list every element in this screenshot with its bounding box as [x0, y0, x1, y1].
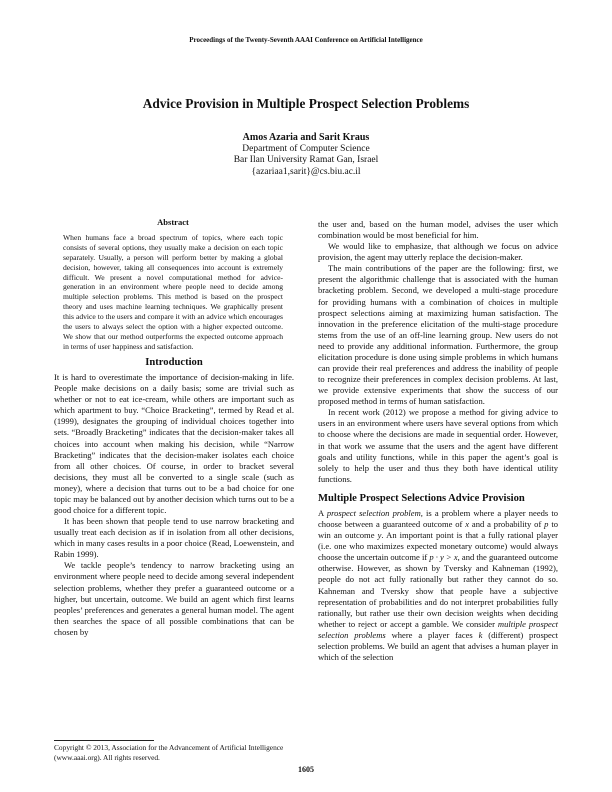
section-paragraph: A prospect selection problem, is a problem where a player needs to choose between a guaranteed outcome of x and a probability of p to win an outcome y. An important point is that a fully rational player (i.e. one who maximizes expected monetary outcome) would always choose the uncertain outcome if p · y > x, and the guaranteed outcome otherwise. However, as shown by Tversky and Kahneman (1992), people do not act fully rationally but rather they cannot do so. Kahneman and Tversky show that people have a subjective representation of probabilities and do not interpret probabilities fully rationally, but rather use their own decision weights when deciding whether to reject or accept a gamble. We consider multiple prospect selection problems where a player faces k (different) prospect selection problems. We build an agent that advises a human player in which of the selection — [318, 507, 559, 662]
copyright-footnote: Copyright © 2013, Association for the Advancement of Artificial Intelligence (www.aaai.org). All rights reserved. — [54, 743, 284, 762]
right-paragraph-2: We would like to emphasize, that although we focus on advice provision, the agent may utterly replace the decision-maker. — [318, 241, 558, 263]
right-paragraph-3: The main contributions of the paper are the following: first, we present the algorithmic challenge that is associated with the human bracketing problem. Second, we developed a multi-stage procedure for providing humans with a combination of choices in multiple prospect selections aiming at maximizing human satisfaction. The innovation in the preference elicitation of the multi-stage procedure stems from the use of an off-line learning group. New users do not need to provide any additional information. Furthermore, the group elicitation procedure is done using simple problems in which humans can provide their real preferences and address the inability of people to recognize their preferences in complex decision problems. At last, we provide extensive experiments that show the success of our proposed method in terms of human satisfaction. — [318, 263, 558, 407]
abstract-heading: Abstract — [157, 217, 189, 227]
left-column — [54, 357, 294, 638]
author-email: {azariaa1,sarit}@cs.biu.ac.il — [251, 166, 361, 177]
page-number: 1605 — [298, 765, 314, 774]
abstract — [63, 218, 283, 352]
intro-paragraph-3: We tackle people’s tendency to narrow bracketing using an environment where people need to decide among several independent selection problems, whether they prefer a guaranteed outcome or a higher, but uncertain, outcome. We build an agent which first learns peoples’ preferences and generates a general human model. The agent then searches the space of all possible combinations that can be chosen by — [54, 560, 294, 637]
footnote-rule — [54, 740, 154, 741]
author-department: Department of Computer Science — [242, 143, 370, 154]
right-paragraph-4: In recent work (2012) we propose a method for giving advice to users in an environment where users have several options from which to choose where the decisions are made in sequential order. However, in that work we assume that the users and the agent have different goals and utility functions, while in this paper the agent’s goal is solely to help the user and thus they both have identical utility functions. — [318, 407, 558, 484]
introduction-heading: Introduction — [145, 357, 203, 368]
author-block — [0, 132, 612, 178]
right-column — [318, 219, 558, 663]
abstract-text: When humans face a broad spectrum of topics, where each topic consists of several options, they usually make a decision on each topic separately. Usually, a person will perform better by making a global decision, however, taking all consequences into account is extremely difficult. We present a novel computational method for advice-generation in an environment where people need to decide among multiple selection problems. This method is based on the prospect theory and uses machine learning techniques. We graphically present this advice to the users and compare it with an advice which encourages the users to always select the option with a higher expected outcome. We show that our method outperforms the expected outcome approach in terms of user happiness and satisfaction. — [63, 232, 283, 351]
section-heading-mps: Multiple Prospect Selections Advice Provision — [318, 492, 525, 504]
author-university: Bar Ilan University Ramat Gan, Israel — [233, 155, 379, 165]
paper-title: Advice Provision in Multiple Prospect Selection Problems — [142, 96, 470, 111]
right-paragraph-1: the user and, based on the human model, advises the user which combination would be most beneficial for him. — [318, 219, 558, 241]
intro-paragraph-1: It is hard to overestimate the importance of decision-making in life. People make decisions on a daily basis; some are trivial such as whether or not to eat ice-cream, while others are important such as which apartment to buy. “Choice Bracketing”, termed by Read et al. (1999), designates the grouping of individual choices together into sets. “Broadly Bracketing” indicates that the decision-maker takes all choices into account when making his decision, while “Narrow Bracketing” indicates that the decision-maker isolates each choice from all other choices. Of course, in order to bracket several decisions, they must all be converted to a single scale (such as money), where a decision that turns out to be a bad choice for one topic may be balanced out by another decision which turns out to be a good choice for a different topic. — [54, 372, 294, 516]
author-names: Amos Azaria and Sarit Kraus — [242, 132, 370, 143]
intro-paragraph-2: It has been shown that people tend to use narrow bracketing and usually treat each decision as if in isolation from all other decisions, which in many cases results in a poor choice (Read, Loewenstein, and Rabin 1999). — [54, 516, 294, 560]
proceedings-header: Proceedings of the Twenty-Seventh AAAI Conference on Artificial Intelligence — [189, 36, 423, 44]
